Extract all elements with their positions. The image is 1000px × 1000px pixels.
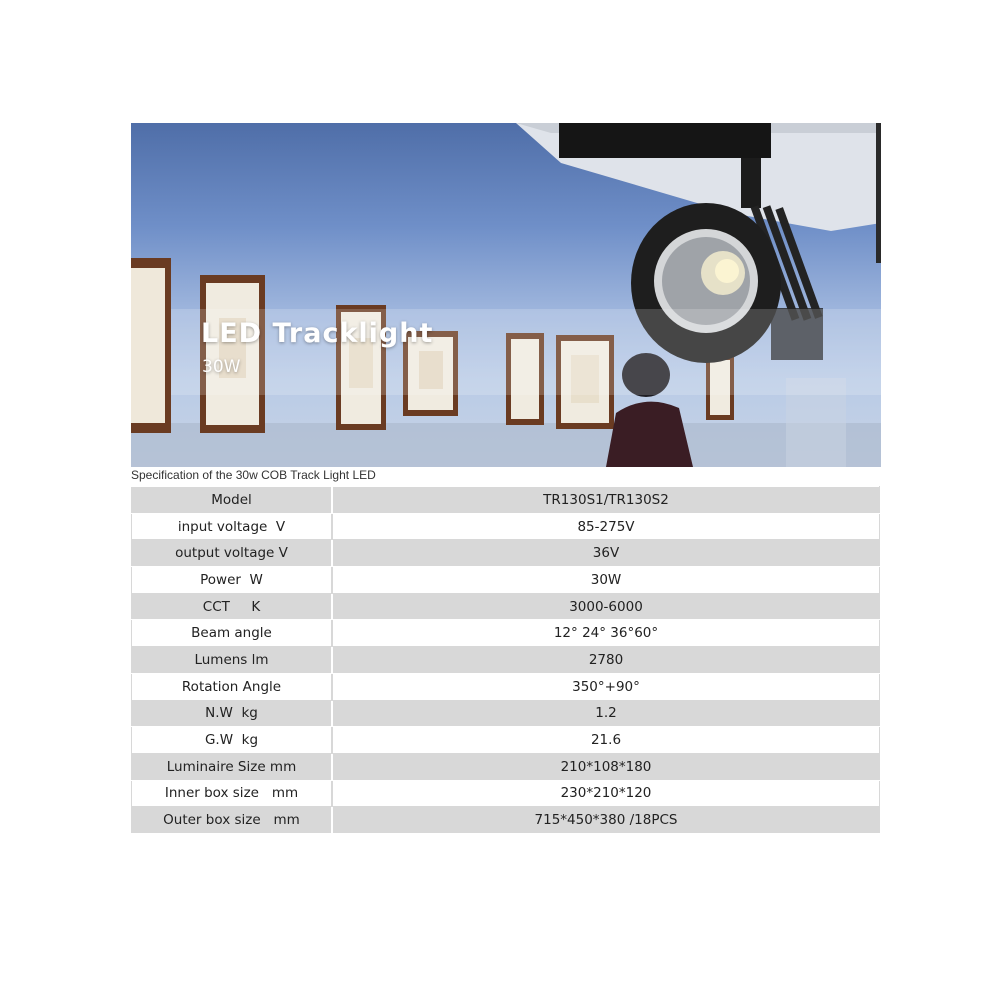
spec-row: [132, 620, 880, 647]
spec-label: Inner box size mm: [132, 780, 333, 807]
spec-value: 1.2: [332, 700, 880, 727]
spec-label: Power W: [132, 567, 333, 594]
spec-label: CCT K: [132, 593, 333, 620]
spec-row: [132, 673, 880, 700]
spec-row: [132, 700, 880, 727]
spec-value: 30W: [332, 567, 880, 594]
gallery-photo: [131, 123, 881, 467]
spec-label: Outer box size mm: [132, 807, 333, 834]
spec-label: output voltage V: [132, 540, 333, 567]
frame-1: [131, 258, 171, 433]
hero-subtitle: 30W: [202, 357, 241, 377]
spec-value: 36V: [332, 540, 880, 567]
spec-value: 85-275V: [332, 513, 880, 540]
spec-label: Model: [132, 487, 333, 514]
spec-value: 715*450*380 /18PCS: [332, 807, 880, 834]
hero-banner: [131, 123, 881, 467]
spec-label: Lumens lm: [132, 647, 333, 674]
spec-label: N.W kg: [132, 700, 333, 727]
hero-title: LED Tracklight: [201, 318, 434, 349]
spec-row: [132, 807, 880, 834]
spec-label: Rotation Angle: [132, 673, 333, 700]
spec-label: G.W kg: [132, 727, 333, 754]
spec-label: Beam angle: [132, 620, 333, 647]
spec-label: input voltage V: [132, 513, 333, 540]
spec-row: [132, 727, 880, 754]
spec-value: 12° 24° 36°60°: [332, 620, 880, 647]
spec-row: [132, 753, 880, 780]
spec-value: 350°+90°: [332, 673, 880, 700]
spec-row: [132, 487, 880, 514]
spec-value: 2780: [332, 647, 880, 674]
spec-row: [132, 540, 880, 567]
spec-value: 230*210*120: [332, 780, 880, 807]
spec-label: Luminaire Size mm: [132, 753, 333, 780]
spec-value: 3000-6000: [332, 593, 880, 620]
spec-row: [132, 567, 880, 594]
spec-row: [132, 593, 880, 620]
spec-row: [132, 513, 880, 540]
spec-value: 21.6: [332, 727, 880, 754]
spec-value: 210*108*180: [332, 753, 880, 780]
spec-row: [132, 780, 880, 807]
spec-caption: Specification of the 30w COB Track Light LED: [131, 468, 376, 482]
spec-value: TR130S1/TR130S2: [332, 487, 880, 514]
spec-row: [132, 647, 880, 674]
spec-table: [131, 486, 880, 834]
